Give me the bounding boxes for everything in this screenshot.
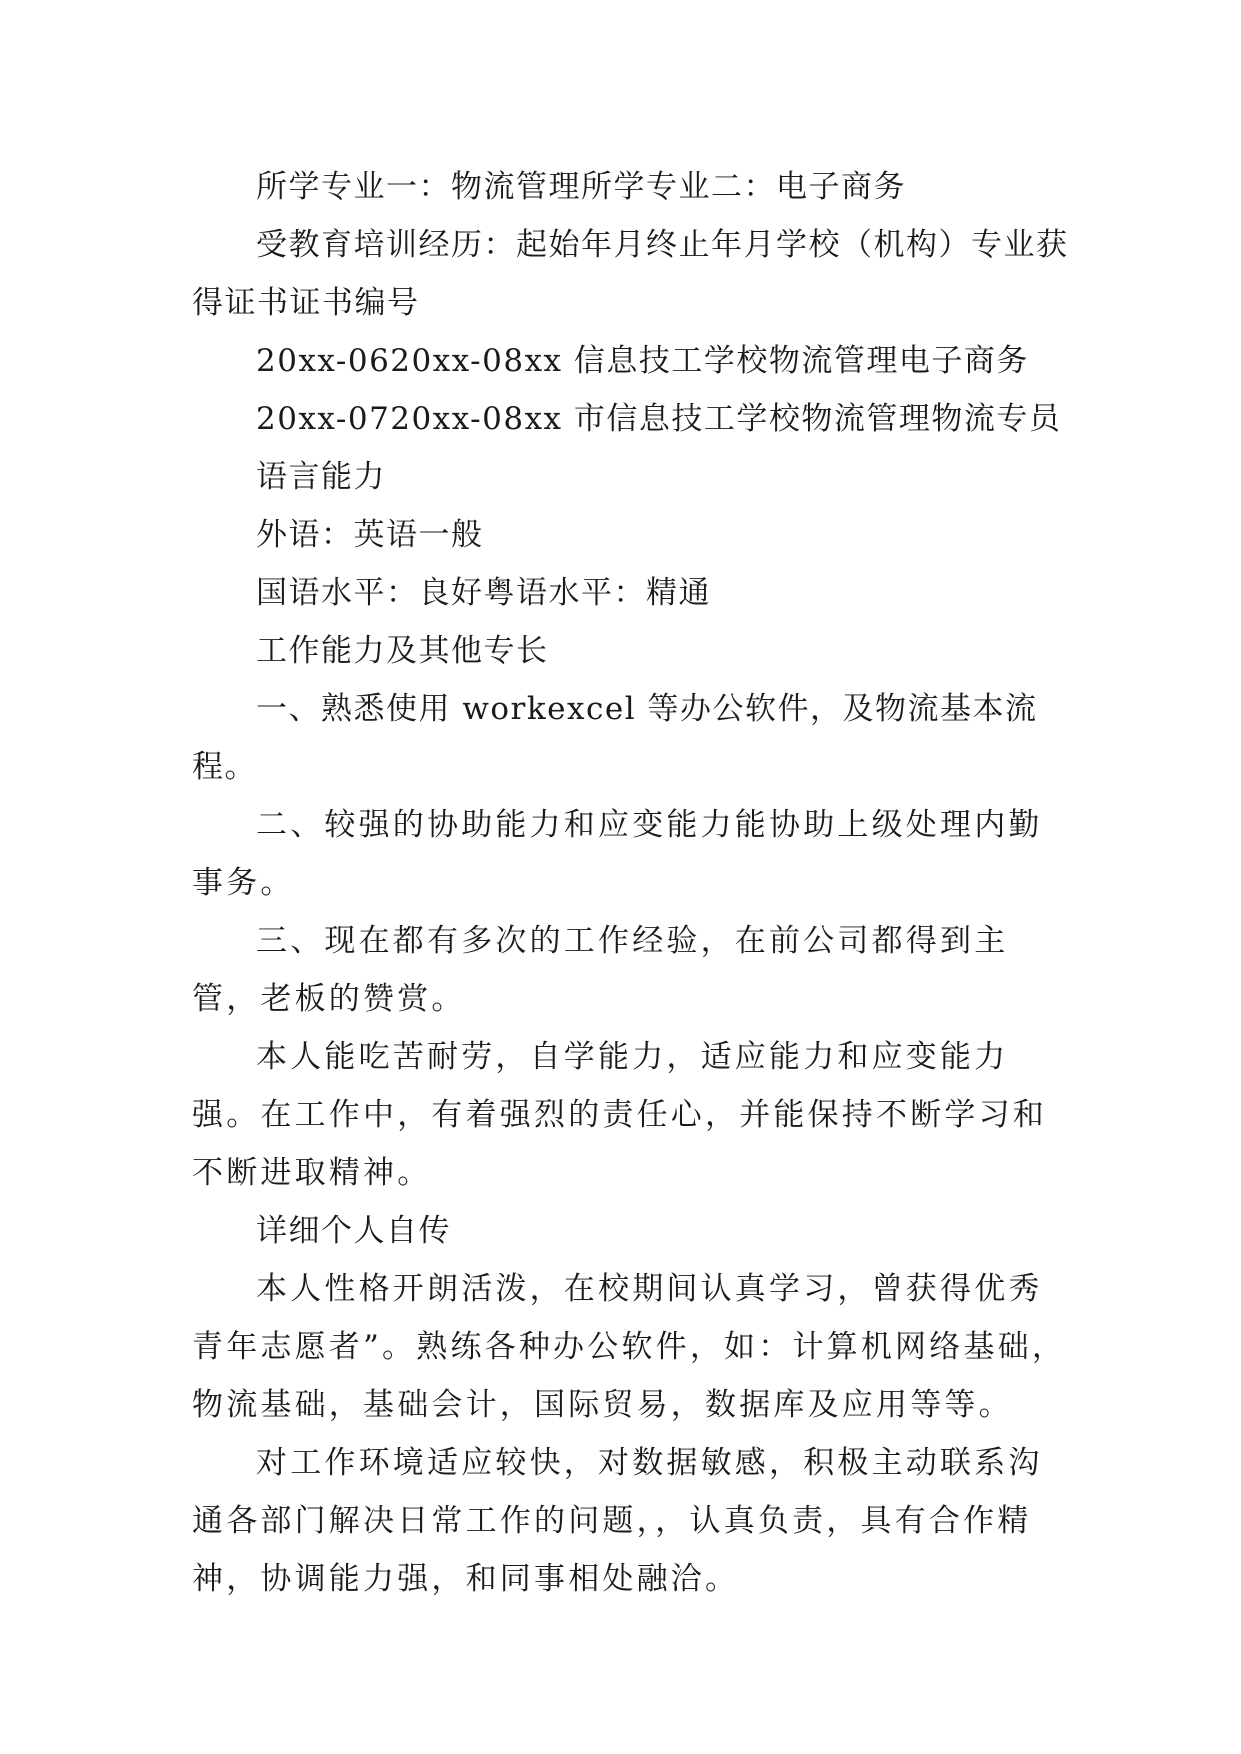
paragraph-education-row-2: 20xx-0720xx-08xx 市信息技工学校物流管理物流专员 [256,401,1062,437]
heading-autobiography: 详细个人自传 [256,1213,451,1249]
paragraph-major: 所学专业一：物流管理所学专业二：电子商务 [256,169,906,205]
heading-work-ability: 工作能力及其他专长 [256,633,549,669]
paragraph-education-row-1: 20xx-0620xx-08xx 信息技工学校物流管理电子商务 [256,343,1029,379]
heading-language-ability: 语言能力 [256,459,386,495]
paragraph-skill-2: 二、较强的协助能力和应变能力能协助上级处理内勤事务。 [192,807,1043,901]
paragraph-education-header: 受教育培训经历：起始年月终止年月学校（机构）专业获得证书证书编号 [192,227,1069,321]
paragraph-autobiography-1: 本人性格开朗活泼，在校期间认真学习，曾获得优秀青年志愿者”。熟练各种办公软件，如：计算机网络基础，物流基础，基础会计，国际贸易，数据库及应用等等。 [192,1271,1067,1423]
document-body [192,158,1072,1608]
paragraph-skill-3: 三、现在都有多次的工作经验，在前公司都得到主管，老板的赞赏。 [192,923,1009,1017]
paragraph-skill-1: 一、熟悉使用 workexcel 等办公软件，及物流基本流程。 [192,691,1038,785]
paragraph-autobiography-2: 对工作环境适应较快，对数据敏感，积极主动联系沟通各部门解决日常工作的问题，，认真负责，具有合作精神，协调能力强，和同事相处融洽。 [192,1445,1043,1597]
paragraph-dialects: 国语水平：良好粤语水平：精通 [256,575,711,611]
paragraph-self-assessment: 本人能吃苦耐劳，自学能力，适应能力和应变能力强。在工作中，有着强烈的责任心，并能保持不断学习和不断进取精神。 [192,1039,1047,1191]
paragraph-foreign-language: 外语：英语一般 [256,517,484,553]
